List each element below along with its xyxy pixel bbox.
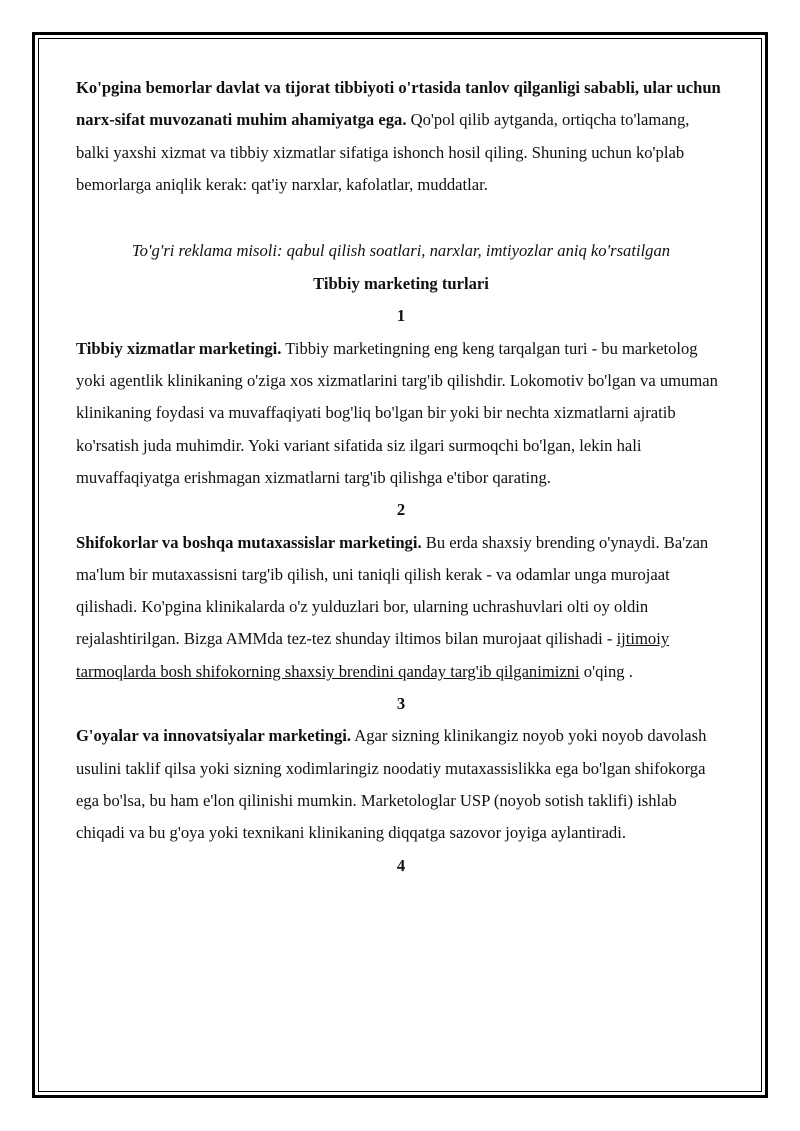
section-title: Tibbiy marketing turlari	[313, 274, 489, 294]
intro-text: Qo'pol qilib aytganda, ortiqcha to'lamang, balki yaxshi xizmat va tibbiy xizmatlar sifatiga ishonch hosil qiling. Shuning uchun ko'plab bemorlarga aniqlik kerak: qat'iy narxlar, kafolatlar, muddatlar.	[76, 110, 690, 194]
section-number-2: 2	[396, 500, 406, 520]
section-3-text: Agar sizning klinikangiz noyob yoki noyob davolash usulini taklif qilsa yoki sizning xodimlaringiz noodatiy mutaxassislikka ega bo'lgan shifokorga ega bo'lsa, bu ham e'lon qilinishi mumkin. Marketologlar USP (noyob sotish taklifi) ishlab chiqadi va bu g'oya yoki texnikani klinikaning diqqatga sazovor joyiga aylantiradi.	[76, 726, 707, 843]
section-3-bold: G'oyalar va innovatsiyalar marketingi.	[76, 726, 352, 746]
section-number-3: 3	[396, 694, 406, 714]
section-paragraph-2	[76, 527, 726, 688]
section-number-4: 4	[396, 855, 406, 875]
section-2-after: o'qing .	[579, 661, 633, 681]
section-paragraph-1	[76, 333, 726, 494]
intro-paragraph	[76, 72, 726, 201]
personal-brand-link[interactable]: ijtimoiy tarmoqlarda bosh shifokorning shaxsiy brendini qanday targ'ib qilganimizni	[76, 629, 670, 681]
image-caption: To'g'ri reklama misoli: qabul qilish soatlari, narxlar, imtiyozlar aniq ko'rsatilgan	[131, 241, 671, 261]
section-2-bold: Shifokorlar va boshqa mutaxassislar marketingi.	[76, 532, 422, 552]
section-2-text: Bu erda shaxsiy brending o'ynaydi. Ba'zan ma'lum bir mutaxassisni targ'ib qilish, uni taniqli qilish kerak - va odamlar unga murojaat qilishadi. Ko'pgina klinikalarda o'z yulduzlari bor, ularning uchrashuvlari olti oy oldin rejalashtirilgan. Bizga AMMda tez-tez shunday iltimos bilan murojaat qilishadi -	[76, 532, 709, 649]
document-body	[76, 72, 726, 882]
section-paragraph-3	[76, 720, 726, 849]
section-1-bold: Tibbiy xizmatlar marketingi.	[76, 338, 282, 358]
section-number-1: 1	[396, 306, 406, 326]
section-1-text: Tibbiy marketingning eng keng tarqalgan turi - bu marketolog yoki agentlik klinikaning o'ziga xos xizmatlarini targ'ib qilishdir. Lokomotiv bo'lgan va umuman klinikaning foydasi va muvaffaqiyati bog'liq bo'lgan bir yoki bir nechta xizmatlarni ajratib ko'rsatish juda muhimdir. Yoki variant sifatida siz ilgari surmoqchi bo'lgan, lekin hali muvaffaqiyatga erishmagan xizmatlarni targ'ib qilishga e'tibor qarating.	[76, 338, 718, 487]
intro-bold: Ko'pgina bemorlar davlat va tijorat tibbiyoti o'rtasida tanlov qilganligi sababli, ular uchun narx-sifat muvozanati muhim ahamiyatga ega.	[76, 78, 721, 130]
